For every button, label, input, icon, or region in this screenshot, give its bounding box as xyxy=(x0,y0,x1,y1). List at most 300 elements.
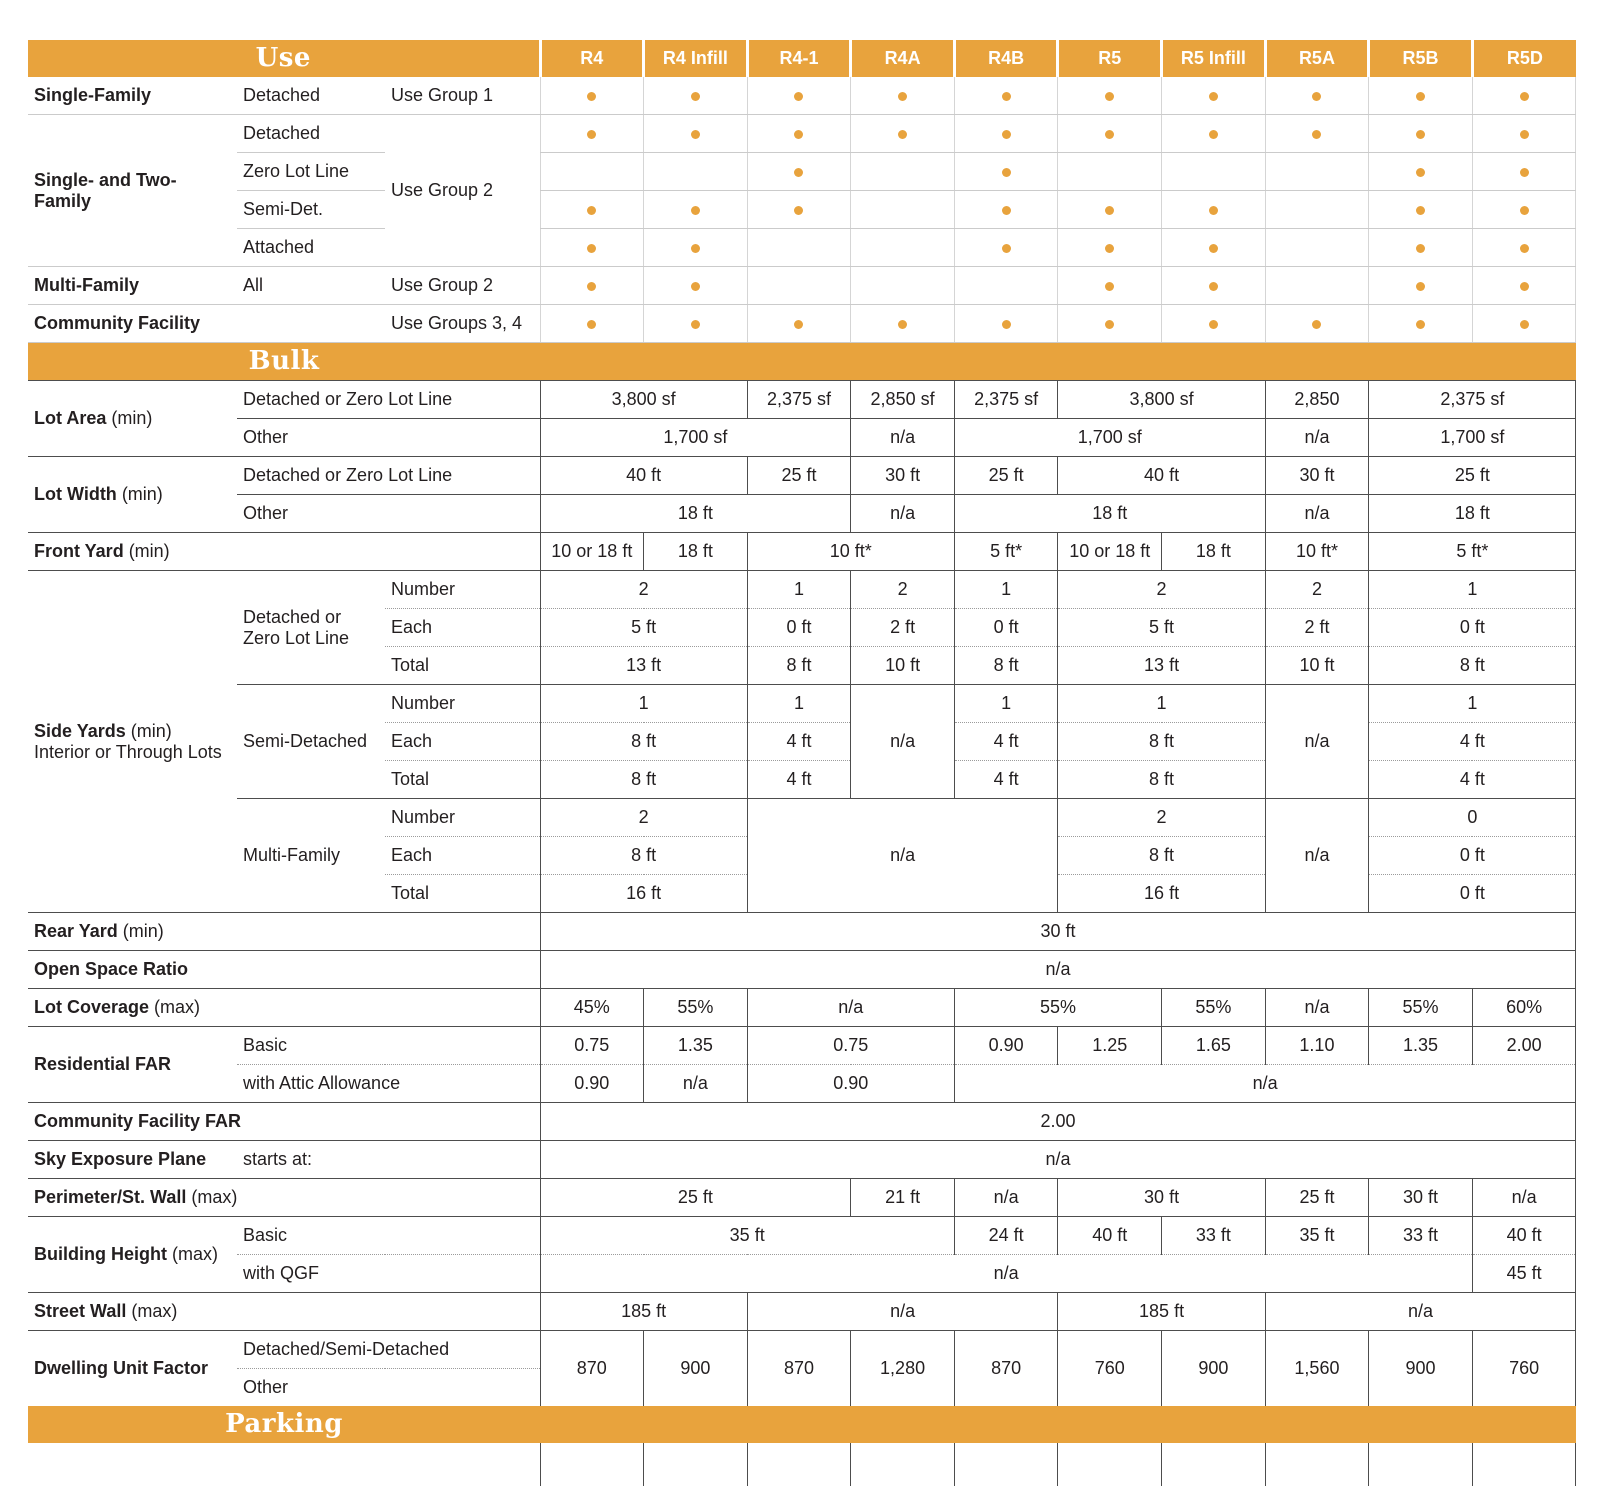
value-cell xyxy=(1369,1179,1473,1217)
use-matrix-cell xyxy=(1058,229,1162,267)
row-label-cell xyxy=(28,267,237,305)
value-cell xyxy=(1265,1217,1369,1255)
use-matrix-cell xyxy=(644,267,748,305)
cell-value: 10 ft* xyxy=(829,541,872,562)
cell-value: 13 ft xyxy=(626,655,662,676)
value-cell xyxy=(747,761,851,799)
use-matrix-cell xyxy=(1472,153,1576,191)
row-label-cell xyxy=(385,837,540,875)
value-cell xyxy=(747,647,851,685)
district-label: R4A xyxy=(884,48,921,69)
cell-value: 25 ft xyxy=(677,1187,713,1208)
label-bold: Rear Yard xyxy=(34,921,118,942)
use-matrix-cell xyxy=(1058,267,1162,305)
value-cell xyxy=(1058,799,1265,837)
cell-value: n/a xyxy=(1304,845,1330,866)
cell-value: 0.90 xyxy=(833,1073,869,1094)
bulk-row xyxy=(28,1103,1576,1141)
label-text: Use Group 1 xyxy=(391,85,494,106)
label-bold: Lot Width xyxy=(34,484,117,505)
row-label-cell xyxy=(237,457,540,495)
bulk-row xyxy=(28,1027,1576,1065)
bulk-row xyxy=(28,913,1576,951)
section-title-use: Use xyxy=(255,42,311,73)
section-band-fill xyxy=(540,343,1576,381)
bulk-row xyxy=(28,533,1576,571)
use-matrix-cell xyxy=(851,77,955,115)
use-matrix-cell xyxy=(1058,115,1162,153)
value-cell xyxy=(1265,571,1369,609)
label-text: Total xyxy=(391,655,430,676)
bullet-dot-icon xyxy=(1002,92,1011,101)
use-matrix-cell xyxy=(1369,191,1473,229)
use-matrix-cell xyxy=(954,267,1058,305)
value-cell xyxy=(540,951,1576,989)
bullet-dot-icon xyxy=(1105,282,1114,291)
label-bold: Street Wall xyxy=(34,1301,127,1322)
section-band-fill xyxy=(540,1406,1576,1443)
district-header-r4-infill xyxy=(644,40,748,77)
bullet-dot-icon xyxy=(1520,206,1529,215)
cell-value: n/a xyxy=(1045,959,1071,980)
cutoff-value-cell xyxy=(540,1443,644,1486)
use-matrix-cell xyxy=(1058,77,1162,115)
bulk-row xyxy=(28,951,1576,989)
value-cell xyxy=(954,533,1058,571)
cell-value: 25 ft xyxy=(1299,1187,1335,1208)
label-bold: Single-Family xyxy=(34,85,152,106)
cell-value: 1.10 xyxy=(1299,1035,1335,1056)
value-cell xyxy=(1265,1027,1369,1065)
cell-value: n/a xyxy=(1045,1149,1071,1170)
row-label-cell xyxy=(28,989,540,1027)
cell-value: n/a xyxy=(890,503,916,524)
use-matrix-cell xyxy=(1265,191,1369,229)
value-cell xyxy=(1265,989,1369,1027)
value-cell xyxy=(1265,799,1369,913)
value-cell xyxy=(540,989,644,1027)
value-cell xyxy=(540,1179,851,1217)
row-label-cell xyxy=(28,913,540,951)
label-text: (min) xyxy=(125,721,172,742)
bulk-row xyxy=(28,457,1576,495)
label-text: Number xyxy=(391,807,456,828)
bulk-row xyxy=(28,1141,1576,1179)
zoning-table-body xyxy=(28,40,1576,1486)
label-subtext: Interior or Through Lots xyxy=(34,741,222,762)
value-cell xyxy=(540,723,747,761)
bullet-dot-icon xyxy=(1312,92,1321,101)
cutoff-value-cell xyxy=(1369,1443,1473,1486)
cell-value: 4 ft xyxy=(1459,731,1485,752)
cell-value: 18 ft xyxy=(1454,503,1490,524)
value-cell xyxy=(540,685,747,723)
district-label: R5D xyxy=(1506,48,1543,69)
bullet-dot-icon xyxy=(1209,130,1218,139)
cell-value: 2,850 xyxy=(1294,389,1340,410)
cell-value: 1,700 sf xyxy=(1077,427,1142,448)
cell-value: 1 xyxy=(1001,579,1012,600)
label-text: Total xyxy=(391,883,430,904)
value-cell xyxy=(1265,495,1369,533)
cell-value: 4 ft xyxy=(786,731,812,752)
section-title: Bulk xyxy=(248,345,320,376)
row-label-cell xyxy=(385,647,540,685)
value-cell xyxy=(1472,1255,1576,1293)
value-cell xyxy=(851,419,955,457)
cell-value: 1.35 xyxy=(677,1035,713,1056)
bullet-dot-icon xyxy=(1002,320,1011,329)
cell-value: 0 ft xyxy=(786,617,812,638)
value-cell xyxy=(1265,647,1369,685)
bullet-dot-icon xyxy=(1105,244,1114,253)
cell-value: n/a xyxy=(993,1187,1019,1208)
use-matrix-cell xyxy=(1369,229,1473,267)
district-label: R4 Infill xyxy=(662,48,728,69)
row-label-cell xyxy=(385,609,540,647)
value-cell xyxy=(1369,875,1576,913)
value-cell xyxy=(747,1065,954,1103)
bullet-dot-icon xyxy=(1520,168,1529,177)
label-text: with Attic Allowance xyxy=(243,1073,401,1094)
row-label-cell xyxy=(28,951,540,989)
value-cell xyxy=(1369,609,1576,647)
label-text: Total xyxy=(391,769,430,790)
value-cell xyxy=(1369,571,1576,609)
value-cell xyxy=(1265,381,1369,419)
label-text: Other xyxy=(243,503,289,524)
label-text: Number xyxy=(391,693,456,714)
row-label-cell xyxy=(385,875,540,913)
cell-value: 1 xyxy=(1156,693,1167,714)
cell-value: 35 ft xyxy=(1299,1225,1335,1246)
cell-value: 10 ft* xyxy=(1295,541,1338,562)
value-cell xyxy=(954,761,1058,799)
label-text: All xyxy=(243,275,264,296)
use-matrix-cell xyxy=(851,191,955,229)
label-text: (max) xyxy=(186,1187,238,1208)
value-cell xyxy=(851,1179,955,1217)
bullet-dot-icon xyxy=(898,320,907,329)
use-matrix-cell xyxy=(540,153,644,191)
cell-value: 2,850 sf xyxy=(870,389,935,410)
cell-value: 55% xyxy=(1402,997,1439,1018)
use-matrix-cell xyxy=(1369,77,1473,115)
cell-value: 4 ft xyxy=(1459,769,1485,790)
bullet-dot-icon xyxy=(1416,282,1425,291)
cell-value: 8 ft xyxy=(1459,655,1485,676)
use-matrix-cell xyxy=(1472,191,1576,229)
bullet-dot-icon xyxy=(794,92,803,101)
cell-value: 1,280 xyxy=(880,1358,926,1379)
use-matrix-cell xyxy=(540,305,644,343)
cutoff-value-cell xyxy=(747,1443,851,1486)
value-cell xyxy=(1162,1331,1266,1407)
label-text: Attached xyxy=(243,237,315,258)
row-label-cell xyxy=(28,77,237,115)
value-cell xyxy=(1058,381,1265,419)
value-cell xyxy=(540,381,747,419)
row-label-cell xyxy=(28,1027,237,1103)
use-matrix-cell xyxy=(851,115,955,153)
row-label-cell xyxy=(237,381,540,419)
cell-value: 1,560 xyxy=(1294,1358,1340,1379)
value-cell xyxy=(540,419,851,457)
row-label-cell xyxy=(385,115,540,267)
cell-value: 25 ft xyxy=(1454,465,1490,486)
cell-value: 1 xyxy=(638,693,649,714)
cutoff-label-cell xyxy=(28,1443,540,1486)
value-cell xyxy=(954,685,1058,723)
row-label-cell xyxy=(385,305,540,343)
value-cell xyxy=(540,913,1576,951)
bullet-dot-icon xyxy=(1209,320,1218,329)
cell-value: 16 ft xyxy=(1144,883,1180,904)
bullet-dot-icon xyxy=(1520,130,1529,139)
cell-value: 900 xyxy=(1198,1358,1229,1379)
row-label-cell xyxy=(385,267,540,305)
row-label-cell xyxy=(385,723,540,761)
cell-value: 900 xyxy=(1405,1358,1436,1379)
row-label-cell xyxy=(28,305,385,343)
value-cell xyxy=(1369,381,1576,419)
bullet-dot-icon xyxy=(691,130,700,139)
use-matrix-cell xyxy=(1162,77,1266,115)
cell-value: n/a xyxy=(1304,427,1330,448)
label-bold: Side Yards xyxy=(34,721,126,742)
value-cell xyxy=(540,1255,1472,1293)
value-cell xyxy=(954,1217,1058,1255)
value-cell xyxy=(540,1065,644,1103)
value-cell xyxy=(1058,1179,1265,1217)
cell-value: 5 ft xyxy=(1149,617,1175,638)
bullet-dot-icon xyxy=(1520,92,1529,101)
bullet-dot-icon xyxy=(794,320,803,329)
use-matrix-cell xyxy=(1265,229,1369,267)
cell-value: n/a xyxy=(1408,1301,1434,1322)
bulk-row xyxy=(28,381,1576,419)
cell-value: 2.00 xyxy=(1506,1035,1542,1056)
cell-value: n/a xyxy=(1252,1073,1278,1094)
cell-value: n/a xyxy=(890,731,916,752)
value-cell xyxy=(1472,989,1576,1027)
bullet-dot-icon xyxy=(1002,244,1011,253)
label-bold: Single- and Two-Family xyxy=(34,170,177,211)
value-cell xyxy=(540,571,747,609)
bulk-row xyxy=(28,1217,1576,1255)
cell-value: 4 ft xyxy=(786,769,812,790)
cell-value: 1.35 xyxy=(1403,1035,1439,1056)
use-matrix-cell xyxy=(954,229,1058,267)
use-matrix-cell xyxy=(1472,305,1576,343)
section-band-parking xyxy=(28,1406,540,1443)
value-cell xyxy=(1369,419,1576,457)
cell-value: 8 ft xyxy=(631,769,657,790)
use-matrix-cell xyxy=(1265,267,1369,305)
value-cell xyxy=(747,723,851,761)
label-text: starts at: xyxy=(243,1149,313,1170)
value-cell xyxy=(851,609,955,647)
value-cell xyxy=(851,495,955,533)
cell-value: n/a xyxy=(682,1073,708,1094)
cell-value: 18 ft xyxy=(1195,541,1231,562)
district-label: R5 Infill xyxy=(1180,48,1246,69)
value-cell xyxy=(540,1141,1576,1179)
row-label-cell xyxy=(237,685,385,799)
cell-value: 870 xyxy=(576,1358,607,1379)
cell-value: n/a xyxy=(838,997,864,1018)
cell-value: 0.90 xyxy=(988,1035,1024,1056)
bullet-dot-icon xyxy=(1416,206,1425,215)
bullet-dot-icon xyxy=(587,92,596,101)
label-text: (max) xyxy=(149,997,201,1018)
value-cell xyxy=(1162,1027,1266,1065)
value-cell xyxy=(1058,723,1265,761)
label-bold: Community Facility xyxy=(34,313,201,334)
value-cell xyxy=(644,1065,748,1103)
value-cell xyxy=(540,799,747,837)
cell-value: 8 ft xyxy=(993,655,1019,676)
value-cell xyxy=(1472,1179,1576,1217)
value-cell xyxy=(1369,685,1576,723)
cell-value: 0.75 xyxy=(833,1035,869,1056)
cell-value: 16 ft xyxy=(626,883,662,904)
value-cell xyxy=(644,1027,748,1065)
use-matrix-cell xyxy=(747,191,851,229)
row-label-cell xyxy=(237,191,385,229)
cell-value: 1 xyxy=(1467,693,1478,714)
use-matrix-cell xyxy=(540,77,644,115)
cell-value: 1.25 xyxy=(1092,1035,1128,1056)
value-cell xyxy=(1369,457,1576,495)
use-matrix-cell xyxy=(747,77,851,115)
bullet-dot-icon xyxy=(691,206,700,215)
cell-value: 8 ft xyxy=(1149,769,1175,790)
cell-value: 2.00 xyxy=(1040,1111,1076,1132)
label-bold: Community Facility FAR xyxy=(34,1111,242,1132)
label-text: Detached/Semi-Detached xyxy=(243,1339,450,1360)
cell-value: 3,800 sf xyxy=(611,389,676,410)
use-matrix-cell xyxy=(644,115,748,153)
row-label-cell xyxy=(237,419,540,457)
value-cell xyxy=(1472,1331,1576,1407)
cell-value: 2 ft xyxy=(1304,617,1330,638)
row-label-cell xyxy=(28,1103,540,1141)
cell-value: 760 xyxy=(1509,1358,1540,1379)
use-row xyxy=(28,153,1576,191)
cutoff-value-cell xyxy=(644,1443,748,1486)
label-text: Use Groups 3, 4 xyxy=(391,313,523,334)
cell-value: 40 ft xyxy=(626,465,662,486)
label-bold: Building Height xyxy=(34,1244,167,1265)
value-cell xyxy=(1265,419,1369,457)
district-header-r5 xyxy=(1058,40,1162,77)
label-text: Use Group 2 xyxy=(391,180,494,201)
cell-value: 13 ft xyxy=(1144,655,1180,676)
row-label-cell xyxy=(28,1217,237,1293)
value-cell xyxy=(1058,875,1265,913)
bullet-dot-icon xyxy=(587,282,596,291)
cell-value: 30 ft xyxy=(1144,1187,1180,1208)
label-text: Detached xyxy=(243,85,321,106)
cell-value: 0 xyxy=(1467,807,1478,828)
bullet-dot-icon xyxy=(1209,92,1218,101)
cell-value: 10 or 18 ft xyxy=(1069,541,1151,562)
row-label-cell xyxy=(28,1179,540,1217)
use-matrix-cell xyxy=(1265,305,1369,343)
value-cell xyxy=(747,457,851,495)
value-cell xyxy=(1369,533,1576,571)
section-band-row xyxy=(28,343,1576,381)
value-cell xyxy=(1058,1217,1162,1255)
value-cell xyxy=(1058,457,1265,495)
bulk-row xyxy=(28,1179,1576,1217)
cell-value: n/a xyxy=(1511,1187,1537,1208)
district-header-r5b xyxy=(1369,40,1473,77)
row-label-cell xyxy=(237,1255,540,1293)
section-title: Parking xyxy=(225,1408,343,1439)
cutoff-value-cell xyxy=(851,1443,955,1486)
use-matrix-cell xyxy=(747,305,851,343)
cell-value: 5 ft xyxy=(631,617,657,638)
use-matrix-cell xyxy=(1472,267,1576,305)
label-text: Zero Lot Line xyxy=(243,161,350,182)
bullet-dot-icon xyxy=(794,206,803,215)
label-bold: Lot Coverage xyxy=(34,997,150,1018)
value-cell xyxy=(540,1331,644,1407)
value-cell xyxy=(644,989,748,1027)
label-bold: Lot Area xyxy=(34,408,107,429)
use-matrix-cell xyxy=(1162,229,1266,267)
bullet-dot-icon xyxy=(587,244,596,253)
bulk-row xyxy=(28,1255,1576,1293)
cell-value: 40 ft xyxy=(1506,1225,1542,1246)
value-cell xyxy=(954,1331,1058,1407)
value-cell xyxy=(954,419,1265,457)
value-cell xyxy=(747,799,1058,913)
value-cell xyxy=(1369,1331,1473,1407)
value-cell xyxy=(954,723,1058,761)
bullet-dot-icon xyxy=(1312,130,1321,139)
cell-value: 33 ft xyxy=(1195,1225,1231,1246)
value-cell xyxy=(1265,1179,1369,1217)
cell-value: 1.65 xyxy=(1195,1035,1231,1056)
use-matrix-cell xyxy=(1162,305,1266,343)
value-cell xyxy=(1162,533,1266,571)
use-matrix-cell xyxy=(1162,267,1266,305)
label-bold: Open Space Ratio xyxy=(34,959,189,980)
cell-value: 10 or 18 ft xyxy=(551,541,633,562)
use-matrix-cell xyxy=(851,153,955,191)
label-text: Basic xyxy=(243,1225,288,1246)
cell-value: 2,375 sf xyxy=(766,389,831,410)
cutoff-value-cell xyxy=(1162,1443,1266,1486)
use-row xyxy=(28,115,1576,153)
label-bold: Dwelling Unit Factor xyxy=(34,1358,209,1379)
value-cell xyxy=(1265,533,1369,571)
cell-value: n/a xyxy=(890,427,916,448)
value-cell xyxy=(954,571,1058,609)
value-cell xyxy=(954,647,1058,685)
cell-value: 0 ft xyxy=(993,617,1019,638)
cell-value: 35 ft xyxy=(729,1225,765,1246)
value-cell xyxy=(1058,837,1265,875)
value-cell xyxy=(851,571,955,609)
value-cell xyxy=(747,989,954,1027)
label-text: Detached or Zero Lot Line xyxy=(243,465,453,486)
bullet-dot-icon xyxy=(1002,168,1011,177)
value-cell xyxy=(747,1331,851,1407)
